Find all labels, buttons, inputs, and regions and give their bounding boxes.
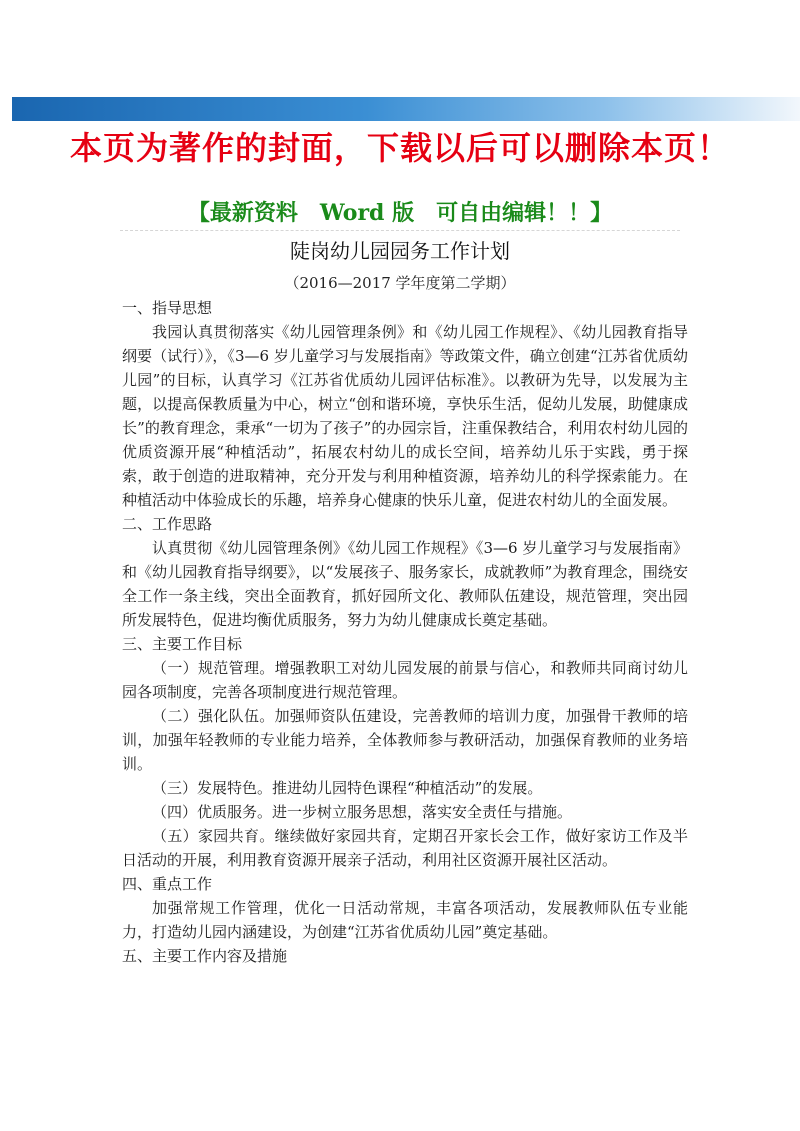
section-heading: 三、主要工作目标 [122,635,243,653]
paragraph: （二）强化队伍。加强师资队伍建设，完善教师的培训力度，加强骨干教师的培训，加强年轻教师的专业能力培养，全体教师参与教研活动，加强保育教师的业务培训。 [122,707,688,773]
section-heading: 五、主要工作内容及措施 [122,947,288,965]
section-heading: 二、工作思路 [122,515,213,533]
document-title: 陡岗幼儿园园务工作计划 [290,239,510,263]
paragraph: 认真贯彻《幼儿园管理条例》《幼儿园工作规程》《3—6 岁儿童学习与发展指南》和《幼儿园教育指导纲要》，以“发展孩子、服务家长，成就教师”为教育理念，围绕安全工作一条主线，突出全面教育，抓好园所文化、教师队伍建设，规范管理，突出园所发展特色，促进均衡优质服务，努力为幼儿健康成长奠定基础。 [122,539,688,629]
document-body [122,296,688,968]
divider [120,230,680,231]
editable-word-notice: 【最新资料 Word 版 可自由编辑！！】 [187,200,613,226]
cover-notice-banner: 本页为著作的封面，下载以后可以删除本页！ [69,129,730,167]
paragraph: （五）家园共育。继续做好家园共育，定期召开家长会工作，做好家访工作及半日活动的开展，利用教育资源开展亲子活动，利用社区资源开展社区活动。 [122,827,688,869]
paragraph: （四）优质服务。进一步树立服务思想，落实安全责任与措施。 [152,803,573,821]
paragraph: 我园认真贯彻落实《幼儿园管理条例》和《幼儿园工作规程》、《幼儿园教育指导纲要（试行）》，《3—6 岁儿童学习与发展指南》等政策文件，确立创建“江苏省优质幼儿园”的目标，认真学习《江苏省优质幼儿园评估标准》。以教研为先导，以发展为主题，以提高保教质量为中心，树立“创和谐环境，享快乐生活，促幼儿发展，助健康成长”的教育理念，秉承“一切为了孩子”的办园宗旨，注重保教结合，利用农村幼儿园的优质资源开展“种植活动”，拓展农村幼儿的成长空间，培养幼儿乐于实践，勇于探索，敢于创造的进取精神，充分开发与利用种植资源，培养幼儿的科学探索能力。在种植活动中体验成长的乐趣，培养身心健康的快乐儿童，促进农村幼儿的全面发展。 [122,323,688,509]
paragraph: （三）发展特色。推进幼儿园特色课程“种植活动”的发展。 [152,779,543,797]
section-heading: 四、重点工作 [122,875,213,893]
document-term: （2016—2017 学年度第二学期） [284,274,516,292]
section-heading: 一、指导思想 [122,299,213,317]
paragraph: （一）规范管理。增强教职工对幼儿园发展的前景与信心，和教师共同商讨幼儿园各项制度，完善各项制度进行规范管理。 [122,659,688,701]
top-decorative-bar [12,97,800,121]
paragraph: 加强常规工作管理，优化一日活动常规，丰富各项活动，发展教师队伍专业能力，打造幼儿园内涵建设，为创建“江苏省优质幼儿园”奠定基础。 [122,899,688,941]
